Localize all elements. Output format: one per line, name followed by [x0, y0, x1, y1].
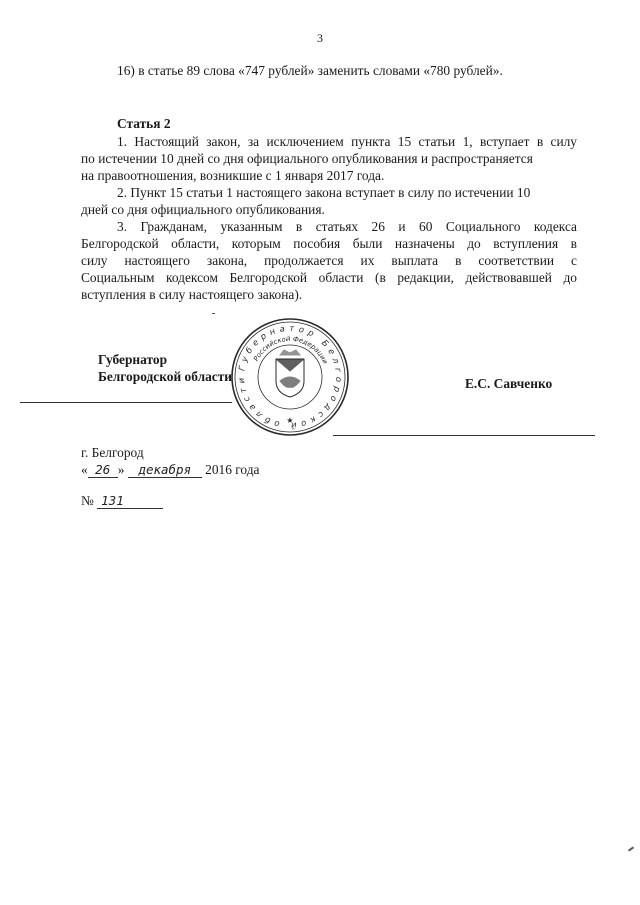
item-16-text: 16) в статье 89 слова «747 рублей» заменить словами «780 рублей». — [117, 63, 503, 78]
signature-rule-left — [20, 402, 232, 403]
svg-text:Губернатор Белгородской област: Губернатор Белгородской области — [235, 322, 345, 432]
paragraph-1-line-3: на правоотношения, возникшие с 1 января 2017 года. — [81, 168, 385, 183]
svg-text:Российской Федерации: Российской Федерации — [252, 334, 330, 366]
article-heading: Статья 2 — [117, 116, 171, 131]
number-sign: № — [81, 493, 94, 508]
governor-name: Е.С. Савченко — [465, 376, 553, 391]
governor-title-line-1: Губернатор — [98, 352, 168, 367]
page-number: 3 — [317, 31, 323, 45]
date-month: декабря — [128, 463, 202, 478]
date-open-quote: « — [81, 462, 88, 477]
governor-title-line-2: Белгородской области — [98, 369, 233, 384]
paragraph-3-line-1: 3. Гражданам, указанным в статьях 26 и 60 Социального кодекса — [117, 219, 577, 234]
paragraph-3-line-4: Социальным кодексом Белгородской области (в редакции, действовавшей до — [81, 270, 577, 285]
official-seal-icon — [228, 315, 352, 439]
scan-mark — [212, 313, 215, 314]
paragraph-1-line-2: по истечении 10 дней со дня официального опубликования и распространяется — [81, 151, 533, 166]
place: г. Белгород — [81, 445, 144, 460]
paragraph-3-line-5: вступления в силу настоящего закона). — [81, 287, 303, 302]
paragraph-1-line-1: 1. Настоящий закон, за исключением пункта 15 статьи 1, вступает в силу — [117, 134, 577, 149]
law-number-line — [81, 492, 163, 509]
paragraph-2-line-1: 2. Пункт 15 статьи 1 настоящего закона вступает в силу по истечении 10 — [117, 185, 531, 200]
scan-mark — [628, 846, 634, 851]
paragraph-2-line-2: дней со дня официального опубликования. — [81, 202, 325, 217]
date-year: 2016 года — [205, 462, 260, 477]
item-16 — [81, 62, 503, 79]
law-number: 131 — [97, 494, 163, 509]
date-line — [81, 461, 259, 478]
svg-text:★: ★ — [286, 416, 294, 425]
date-close-quote: » — [117, 462, 125, 477]
signature-rule-right — [333, 435, 595, 436]
paragraph-3-line-3: силу настоящего закона, продолжается их выплата в соответствии с — [81, 253, 577, 268]
paragraph-3-line-2: Белгородской области, которым пособия были назначены до вступления в — [81, 236, 577, 251]
date-day: 26 — [88, 463, 118, 478]
